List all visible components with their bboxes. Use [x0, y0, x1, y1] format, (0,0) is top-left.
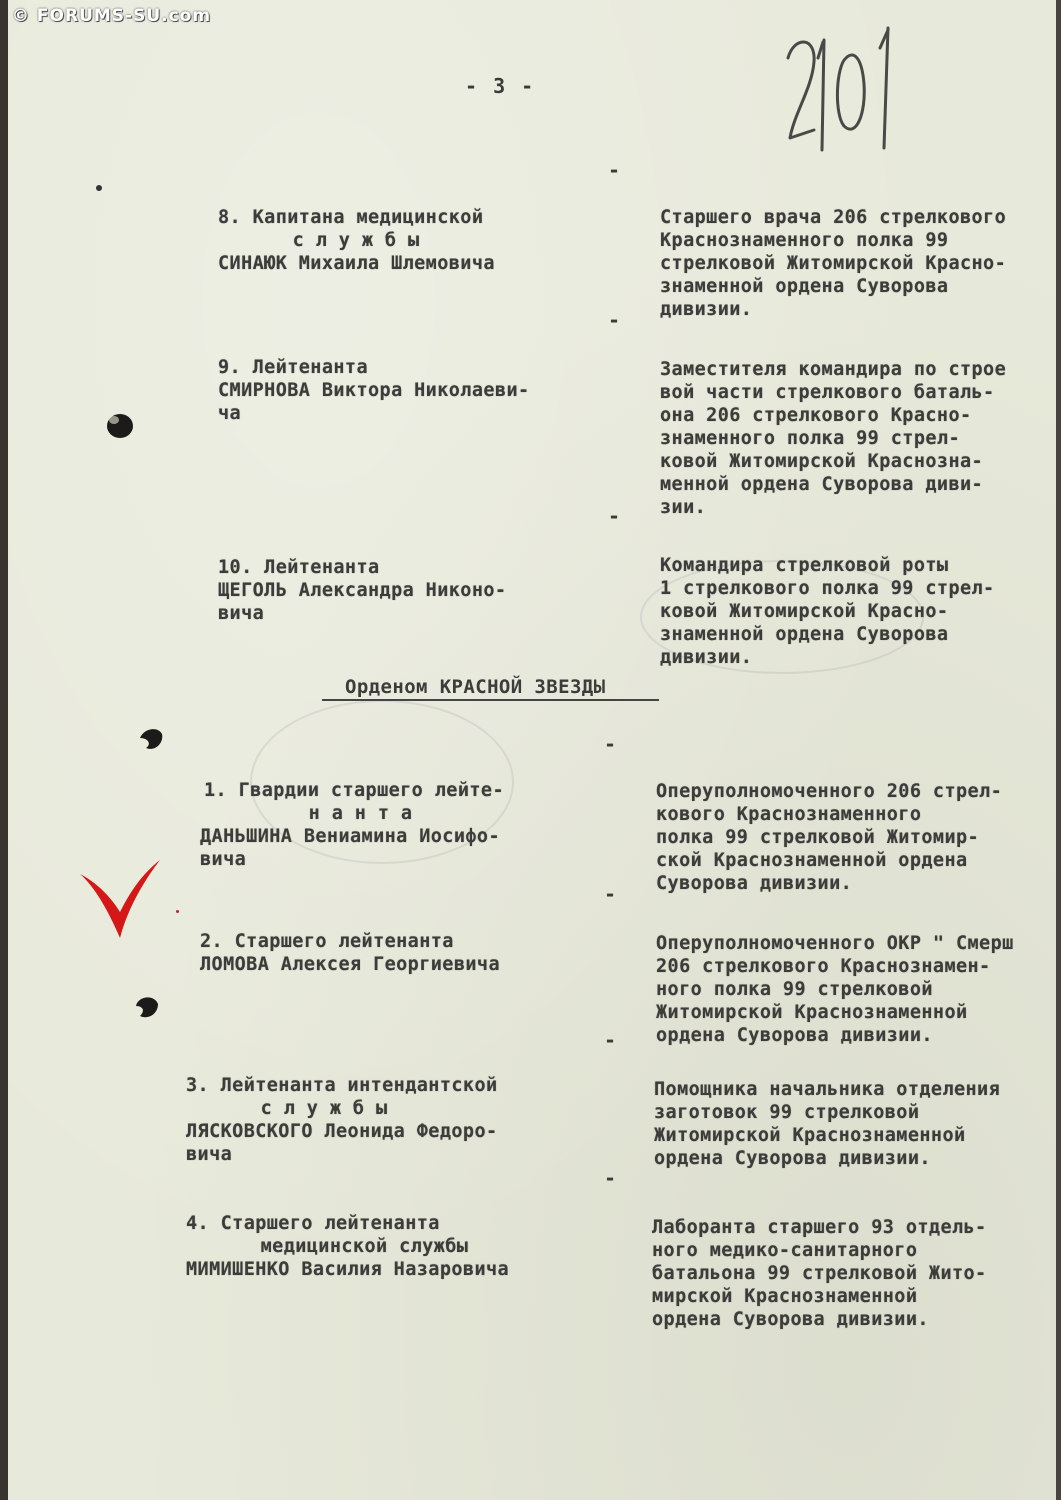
entry-b3-left: 3. Лейтенанта интендантской с л у ж б ы ЛЯСКОВСКОГО Леонида Федоро- вича [186, 1075, 498, 1165]
scan-edge-right [1056, 0, 1061, 1500]
entry-9-dash: - [608, 308, 621, 332]
section-heading: Орденом КРАСНОЙ ЗВЕЗДЫ [345, 676, 606, 698]
entry-10-right: Командира стрелковой роты 1 стрелкового полка 99 стрел- ковой Житомирской Красно- знаменной ордена Суворова дивизии. [660, 555, 995, 668]
ink-spot [92, 182, 106, 194]
entry-10-dash: - [608, 504, 621, 528]
entry-b3-right: Помощника начальника отделения заготовок 99 стрелковой Житомирской Краснознаменной ордена Суворова дивизии. [654, 1079, 1001, 1169]
entry-b1-left: 1. Гвардии старшего лейте- н а н т а ДАНЬШИНА Вениамина Иосифо- вича [200, 780, 504, 870]
entry-b1-dash: - [604, 732, 617, 756]
entry-b1-right: Оперуполномоченного 206 стрел- кового Краснознаменного полка 99 стрелковой Житомир- ской Краснознаменной ордена Суворова дивизии. [656, 781, 1003, 894]
entry-b4-left: 4. Старшего лейтенанта медицинской службы МИМИШЕНКО Василия Назаровича [186, 1213, 510, 1280]
red-check-icon [76, 852, 162, 942]
entry-10-left: 10. Лейтенанта ЩЕГОЛЬ Александра Никоно- вича [218, 557, 507, 624]
entry-b4-dash: - [604, 1166, 617, 1190]
handwritten-number-drawing [780, 18, 910, 153]
entry-8-dash: - [608, 158, 621, 182]
scan-edge-left [0, 0, 8, 1500]
forum-watermark: © FORUMS-SU.com [12, 6, 212, 26]
punch-hole [130, 990, 164, 1024]
entry-b4-right: Лаборанта старшего 93 отдель- ного медико-санитарного батальона 99 стрелковой Жито- мирской Краснознаменной ордена Суворова дивизии. [652, 1217, 987, 1330]
punch-hole [100, 408, 140, 444]
entry-b2-left: 2. Старшего лейтенанта ЛОМОВА Алексея Георгиевича [200, 931, 500, 975]
entry-9-right: Заместителя командира по строе вой части стрелкового баталь- она 206 стрелкового Красно- знаменного полка 99 стрел- ковой Житомирской Краснозна- менной ордена Суворова диви- зии. [660, 359, 1007, 518]
punch-hole [134, 722, 168, 756]
entry-b2-right: Оперуполномоченного ОКР " Смерш 206 стрелкового Краснознамен- ного полка 99 стрелковой Житомирской Краснознаменной ордена Суворова дивизии. [656, 933, 1014, 1046]
entry-9-left: 9. Лейтенанта СМИРНОВА Виктора Николаеви- ча [218, 357, 530, 424]
entry-b3-dash: - [604, 1028, 617, 1052]
page-number: - 3 - [465, 74, 536, 98]
entry-8-right: Старшего врача 206 стрелкового Краснознаменного полка 99 стрелковой Житомирской Красно- знаменной ордена Суворова дивизии. [660, 207, 1007, 320]
entry-b2-dash: - [604, 882, 617, 906]
heading-underline [322, 699, 659, 701]
red-dot [176, 910, 179, 913]
entry-8-left: 8. Капитана медицинской с л у ж б ы СИНАЮК Михаила Шлемовича [218, 207, 495, 274]
